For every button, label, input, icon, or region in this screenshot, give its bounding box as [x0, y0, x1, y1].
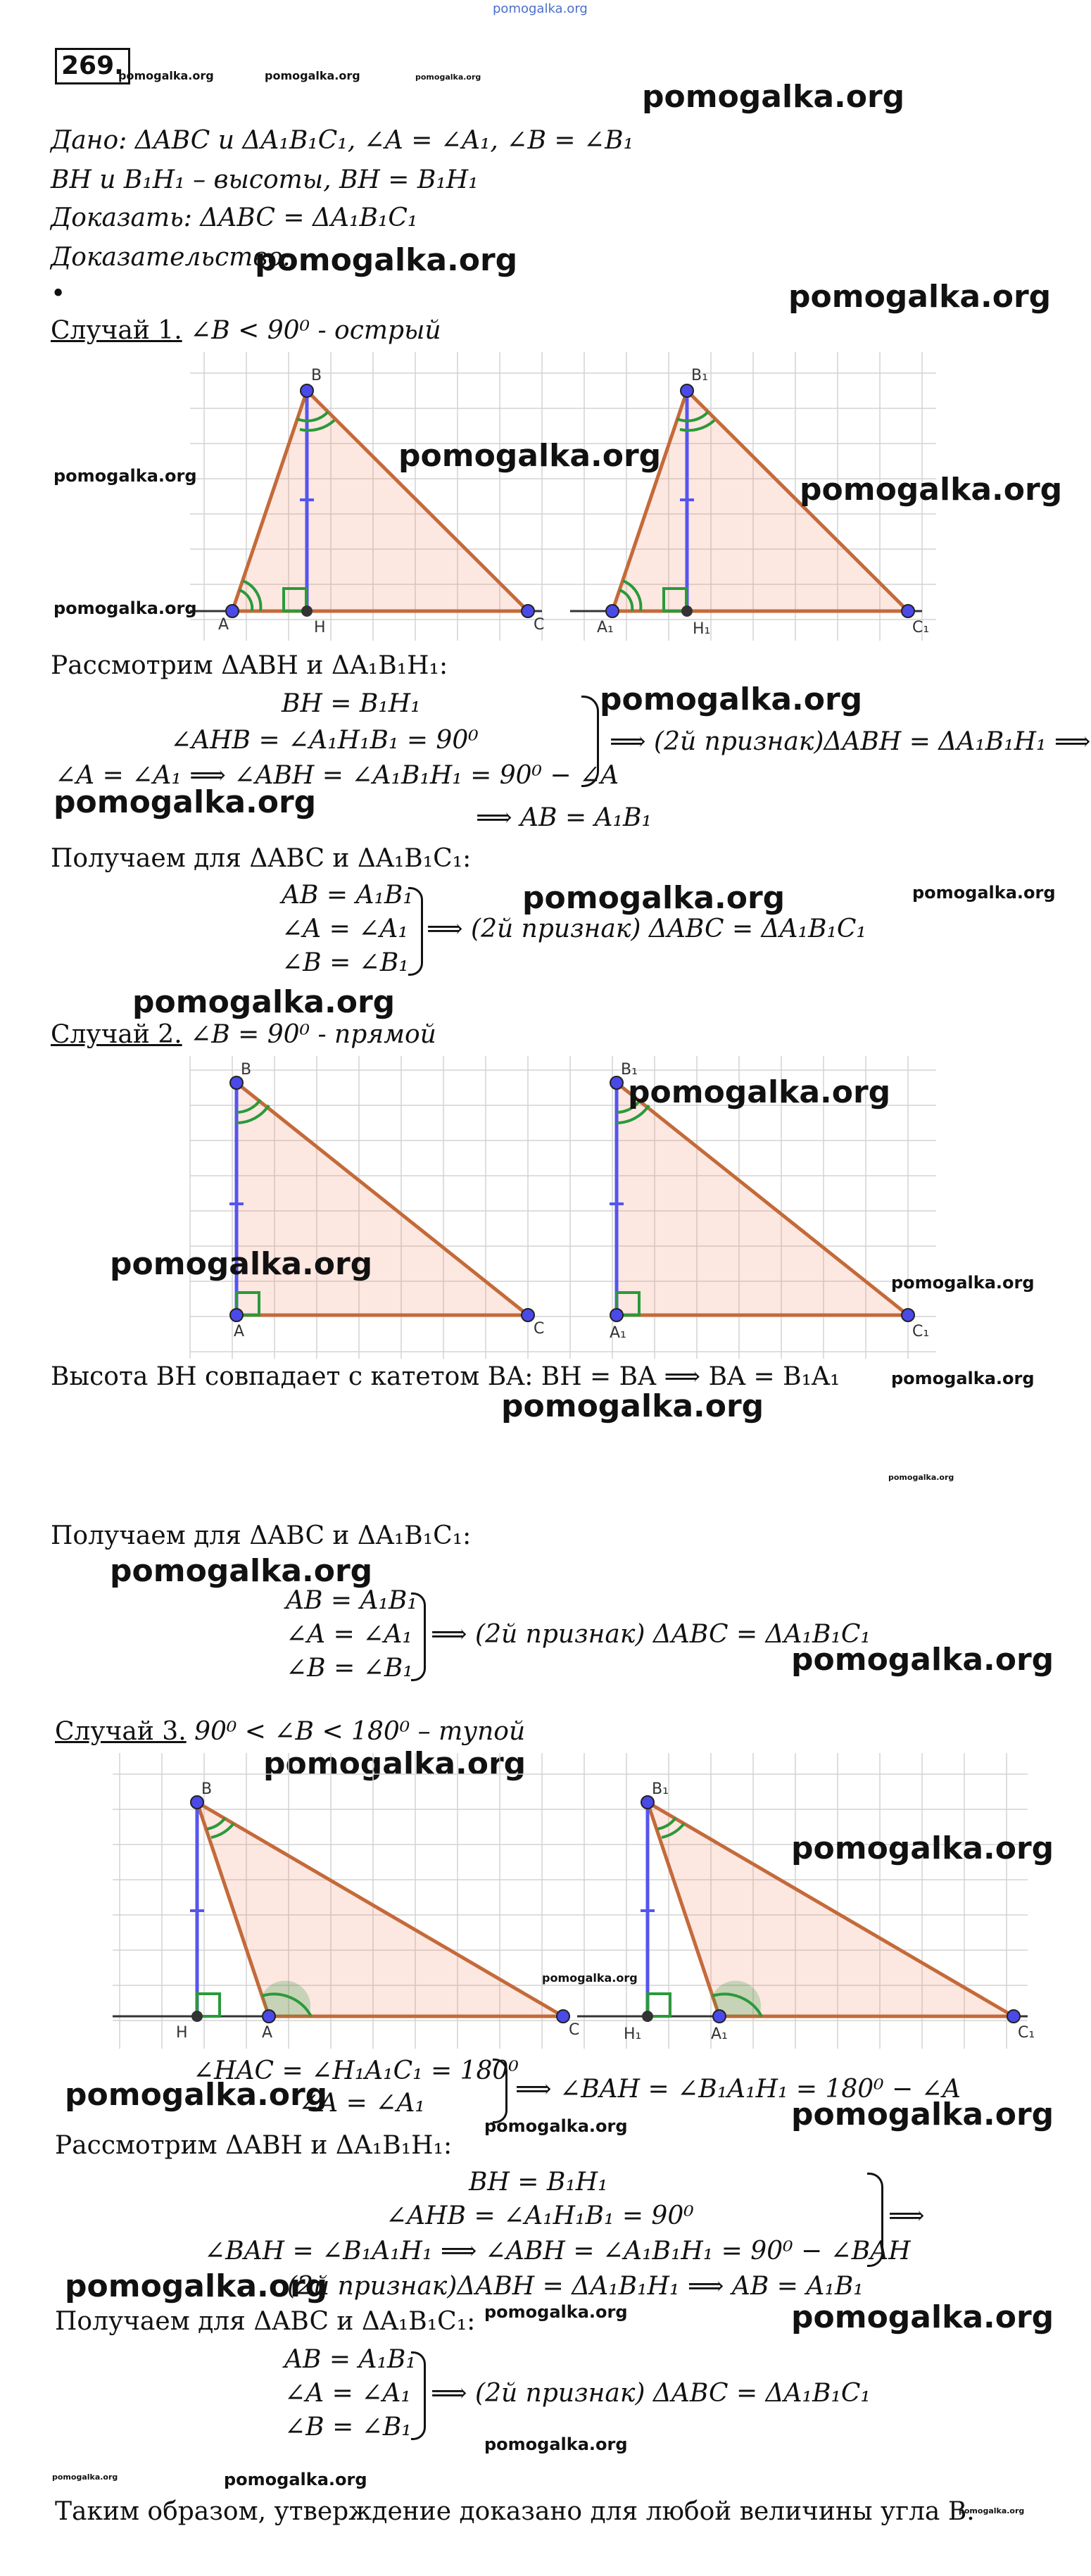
watermark: pomogalka.org	[65, 2268, 328, 2304]
svg-text:B₁: B₁	[691, 367, 708, 384]
watermark: pomogalka.org	[265, 69, 360, 82]
case1-conclusion: ⟹ (2й признак) ΔABC = ΔA₁B₁C₁	[427, 915, 866, 943]
watermark: pomogalka.org	[484, 2434, 628, 2454]
watermark: pomogalka.org	[53, 784, 317, 820]
case3-eq3: ∠BAH = ∠B₁A₁H₁ ⟹ ∠ABH = ∠A₁B₁H₁ = 90⁰ − ∠BAH	[204, 2237, 911, 2266]
watermark: pomogalka.org	[255, 242, 518, 278]
watermark: pomogalka.org	[791, 2299, 1054, 2335]
bullet: •	[51, 279, 66, 308]
watermark: pomogalka.org	[891, 1369, 1035, 1388]
given-line-2: BH и B₁H₁ – высоты, BH = B₁H₁	[51, 165, 479, 194]
final-statement: Таким образом, утверждение доказано для любой величины угла B.	[55, 2497, 975, 2526]
svg-text:B₁: B₁	[621, 1061, 638, 1079]
svg-text:C₁: C₁	[912, 1323, 930, 1340]
watermark: pomogalka.org	[110, 1246, 373, 1282]
svg-text:H₁: H₁	[693, 620, 711, 638]
case1-result2: ⟹ AB = A₁B₁	[476, 803, 652, 832]
case3-s3: ∠B = ∠B₁	[284, 2413, 412, 2442]
watermark: pomogalka.org	[118, 69, 214, 82]
watermark: pomogalka.org	[542, 1971, 638, 1985]
svg-text:H: H	[176, 2024, 188, 2042]
svg-text:B: B	[311, 367, 322, 384]
case3-h1: ∠HAC = ∠H₁A₁C₁ = 180⁰	[193, 2056, 519, 2085]
case1-eq1: BH = B₁H₁	[282, 689, 421, 718]
case3-get: Получаем для ΔABC и ΔA₁B₁C₁:	[55, 2307, 476, 2336]
svg-text:A₁: A₁	[597, 619, 614, 636]
case3-eq1: BH = B₁H₁	[469, 2168, 608, 2197]
watermark: pomogalka.org	[628, 1074, 891, 1110]
watermark: pomogalka.org	[484, 2302, 628, 2322]
watermark: pomogalka.org	[791, 2097, 1054, 2132]
case3-brace2	[867, 2173, 883, 2267]
watermark: pomogalka.org	[501, 1388, 764, 1424]
case3-figure	[113, 1753, 1035, 2049]
watermark: pomogalka.org	[110, 1553, 373, 1589]
svg-text:B₁: B₁	[652, 1780, 669, 1798]
watermark: pomogalka.org	[791, 1830, 1054, 1866]
case2-conclusion: ⟹ (2й признак) ΔABC = ΔA₁B₁C₁	[431, 1620, 871, 1649]
svg-text:A: A	[262, 2024, 273, 2042]
watermark: pomogalka.org	[791, 1642, 1054, 1678]
watermark: pomogalka.org	[415, 73, 481, 82]
case1-s2: ∠A = ∠A₁	[282, 915, 408, 943]
case1-title: Случай 1. ∠B < 90⁰ - острый	[51, 316, 441, 345]
svg-text:H: H	[314, 619, 326, 636]
case1-s3: ∠B = ∠B₁	[282, 948, 409, 977]
case1-result: ⟹ (2й признак)ΔABH = ΔA₁B₁H₁ ⟹	[610, 727, 1091, 756]
watermark: pomogalka.org	[959, 2506, 1025, 2515]
case1-s1: AB = A₁B₁	[282, 881, 413, 910]
watermark: pomogalka.org	[600, 681, 863, 717]
watermark: pomogalka.org	[53, 466, 197, 486]
watermark: pomogalka.org	[53, 598, 197, 618]
svg-text:C: C	[534, 616, 545, 634]
case3-result: (2й признак)ΔABH = ΔA₁B₁H₁ ⟹ AB = A₁B₁	[287, 2272, 864, 2301]
top-watermark: pomogalka.org	[493, 1, 588, 16]
svg-text:A₁: A₁	[610, 1324, 626, 1342]
case2-s2: ∠A = ∠A₁	[286, 1620, 412, 1649]
case1-eq3: ∠A = ∠A₁ ⟹ ∠ABH = ∠A₁B₁H₁ = 90⁰ − ∠A	[55, 761, 619, 790]
case2-brace	[411, 1592, 426, 1681]
case3-s1: AB = A₁B₁	[284, 2345, 416, 2374]
svg-text:C: C	[569, 2021, 580, 2039]
watermark: pomogalka.org	[224, 2470, 367, 2489]
watermark: pomogalka.org	[912, 883, 1056, 903]
watermark: pomogalka.org	[888, 1473, 954, 1482]
case3-h2: ∠A = ∠A₁	[298, 2089, 425, 2118]
svg-text:B: B	[241, 1061, 252, 1079]
watermark: pomogalka.org	[788, 279, 1052, 315]
case1-brace2	[408, 887, 423, 976]
watermark: pomogalka.org	[398, 438, 662, 474]
case3-brace3	[411, 2351, 426, 2440]
svg-text:H₁: H₁	[624, 2025, 642, 2043]
case2-title: Случай 2. ∠B = 90⁰ - прямой	[51, 1020, 436, 1049]
case3-s2: ∠A = ∠A₁	[284, 2379, 411, 2408]
svg-text:C₁: C₁	[912, 619, 930, 636]
svg-text:A₁: A₁	[711, 2025, 728, 2043]
svg-text:A: A	[234, 1323, 245, 1340]
given-line-1: Дано: ΔABC и ΔA₁B₁C₁, ∠A = ∠A₁, ∠B = ∠B₁	[51, 126, 634, 155]
watermark: pomogalka.org	[484, 2116, 628, 2136]
problem-number: 269.	[55, 48, 130, 84]
case1-consider: Рассмотрим ΔABH и ΔA₁B₁H₁:	[51, 651, 448, 680]
case3-consider: Рассмотрим ΔABH и ΔA₁B₁H₁:	[55, 2131, 453, 2160]
case3-conclusion: ⟹ (2й признак) ΔABC = ΔA₁B₁C₁	[431, 2379, 871, 2408]
svg-text:C: C	[534, 1320, 545, 1338]
watermark: pomogalka.org	[65, 2077, 328, 2113]
case2-s3: ∠B = ∠B₁	[286, 1654, 413, 1683]
watermark: pomogalka.org	[642, 79, 905, 115]
case2-get: Получаем для ΔABC и ΔA₁B₁C₁:	[51, 1521, 472, 1550]
watermark: pomogalka.org	[522, 880, 786, 916]
case3-eq2: ∠AHB = ∠A₁H₁B₁ = 90⁰	[386, 2201, 694, 2230]
case1-get: Получаем для ΔABC и ΔA₁B₁C₁:	[51, 844, 472, 873]
case3-title: Случай 3. 90⁰ < ∠B < 180⁰ – тупой	[55, 1717, 526, 1746]
svg-text:C₁: C₁	[1018, 2024, 1035, 2042]
proof-label: Доказательство:	[51, 243, 292, 272]
watermark: pomogalka.org	[132, 984, 396, 1020]
case3-arrow: ⟹	[888, 2201, 925, 2230]
case3-brace1	[493, 2059, 507, 2123]
svg-text:A: A	[218, 616, 229, 634]
watermark: pomogalka.org	[800, 472, 1063, 508]
watermark: pomogalka.org	[891, 1273, 1035, 1293]
prove-line: Доказать: ΔABC = ΔA₁B₁C₁	[51, 203, 418, 232]
case1-eq2: ∠AHB = ∠A₁H₁B₁ = 90⁰	[170, 726, 479, 755]
case2-text: Высота BH совпадает с катетом BA: BH = BA ⟹ BA = B₁A₁	[51, 1362, 840, 1391]
watermark: pomogalka.org	[263, 1746, 526, 1782]
svg-text:B: B	[201, 1780, 213, 1798]
case2-s1: AB = A₁B₁	[286, 1586, 417, 1615]
watermark: pomogalka.org	[52, 2473, 118, 2482]
case3-hres: ⟹ ∠BAH = ∠B₁A₁H₁ = 180⁰ − ∠A	[515, 2075, 961, 2104]
case1-brace	[581, 696, 599, 787]
